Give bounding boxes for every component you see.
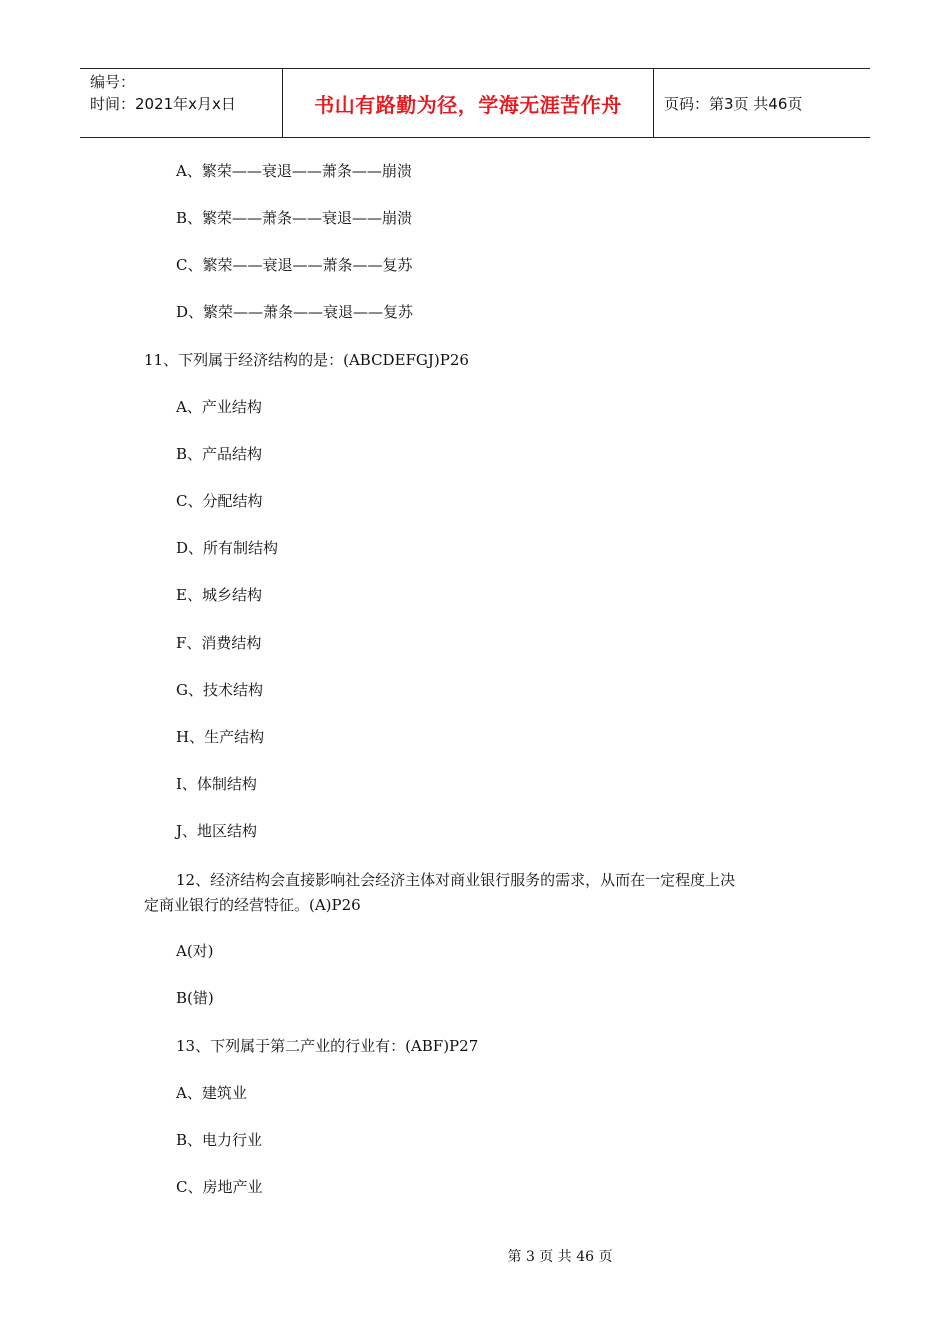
question-line: 11、下列属于经济结构的是：(ABCDEFGJ)P26	[144, 351, 469, 369]
option-line: E、城乡结构	[176, 586, 262, 604]
option-line: D、繁荣——萧条——衰退——复苏	[176, 303, 414, 321]
option-line: D、所有制结构	[176, 539, 279, 557]
option-line: C、分配结构	[176, 492, 263, 510]
document-number-label: 编号：	[90, 73, 136, 91]
header-motto: 书山有路勤为径，学海无涯苦作舟	[282, 69, 654, 137]
option-line: C、房地产业	[176, 1178, 263, 1196]
option-line: F、消费结构	[176, 634, 262, 652]
option-line: I、体制结构	[176, 775, 257, 793]
page-footer: 第 3 页 共 46 页	[507, 1249, 613, 1265]
question-line: 12、经济结构会直接影响社会经济主体对商业银行服务的需求，从而在一定程度上决	[176, 871, 736, 889]
option-line: B、繁荣——萧条——衰退——崩溃	[176, 209, 413, 227]
option-line: H、生产结构	[176, 728, 265, 746]
option-line: B、产品结构	[176, 445, 263, 463]
option-line: A、建筑业	[176, 1084, 247, 1102]
document-time-label: 时间：2021年x月x日	[90, 95, 236, 113]
option-line: B(错)	[176, 989, 214, 1007]
option-line: J、地区结构	[176, 822, 258, 840]
header-meta	[80, 69, 282, 137]
header-page-info: 页码：第3页 共46页	[664, 94, 803, 113]
page-header	[80, 68, 870, 138]
question-line: 13、下列属于第二产业的行业有：(ABF)P27	[176, 1037, 479, 1055]
question-line-continued: 定商业银行的经营特征。(A)P26	[144, 896, 361, 914]
option-line: C、繁荣——衰退——萧条——复苏	[176, 256, 413, 274]
option-line: B、电力行业	[176, 1131, 263, 1149]
option-line: G、技术结构	[176, 681, 263, 699]
option-line: A、产业结构	[176, 398, 262, 416]
option-line: A(对)	[176, 942, 214, 960]
option-line: A、繁荣——衰退——萧条——崩溃	[176, 162, 412, 180]
